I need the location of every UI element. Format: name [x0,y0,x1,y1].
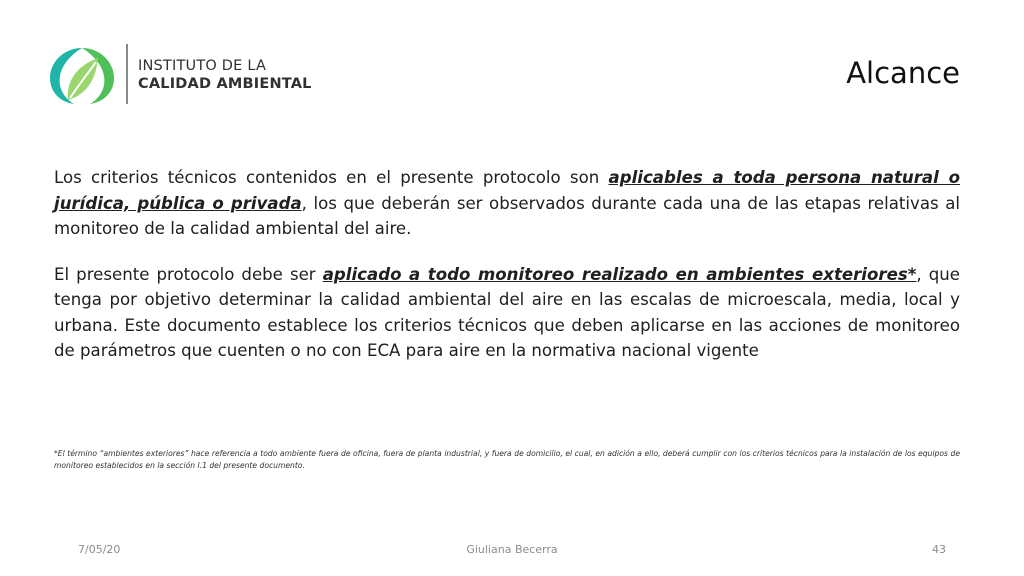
footer-date: 7/05/20 [78,543,121,556]
paragraph-1-text-end: , los que deberán ser observados durante cada una de las etapas relativas al monitoreo de la calidad ambiental del aire. [54,193,960,238]
logo-divider [126,44,128,104]
footnote: *El término “ambientes exteriores” hace referencia a todo ambiente fuera de oficina, fuera de planta industrial, y fuera de domicilio, el cual, en adición a ello, deberá cumplir con los criterios técnicos para la instalación de los equipos de monitoreo establecidos en la sección I.1 del presente documento. [54,449,960,470]
logo-line-1: INSTITUTO DE LA [138,58,267,74]
paragraph-scope-applicability [54,165,960,242]
logo-text [138,57,312,93]
paragraph-2-emphasis: aplicado a todo monitoreo realizado en ambientes exteriores* [322,264,917,284]
institute-logo [46,44,336,106]
paragraph-scope-outdoor [54,262,960,364]
paragraph-1-emphasis: aplicables a toda persona natural o jurídica, pública o privada [54,168,960,213]
paragraph-1-text: Los criterios técnicos contenidos en el presente protocolo son [54,168,609,187]
paragraph-2-text-end: , que tenga por objetivo determinar la calidad ambiental del aire en las escalas de microescala, media, local y urbana. Este documento establece los criterios técnicos que deben aplicarse en las acciones de monitoreo de parámetros que cuenten o no con ECA para aire en la normativa nacional vigente [54,264,961,360]
slide-body [54,165,960,384]
page-number: 43 [932,543,946,556]
footer-author: Giuliana Becerra [466,543,558,556]
logo-line-2: CALIDAD AMBIENTAL [138,76,312,92]
slide-title: Alcance [846,56,960,90]
paragraph-2-text: El presente protocolo debe ser [54,264,323,284]
leaf-logo-icon [46,44,118,106]
